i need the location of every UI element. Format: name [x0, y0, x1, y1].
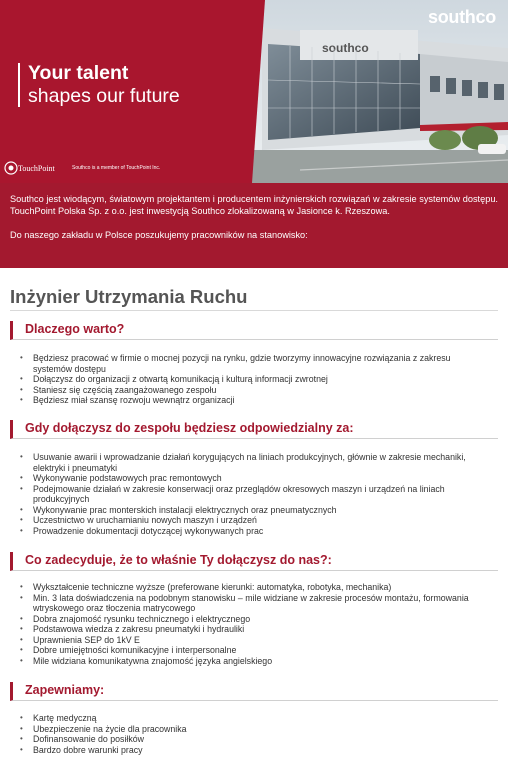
section-heading-label: Co zadecyduje, że to właśnie Ty dołączysz do nas?:: [25, 553, 332, 567]
why-list: [20, 353, 480, 406]
title-divider: [10, 310, 498, 311]
list-item: • Podejmowanie działań w zakresie konserwacji oraz przeglądów okresowych maszyn i urządzeń na liniach produkcyjnych: [20, 484, 480, 505]
section-heading-why: [10, 321, 498, 340]
svg-text:TouchPoint: TouchPoint: [18, 164, 55, 173]
list-item: • Wykształcenie techniczne wyższe (preferowane kierunki: automatyka, robotyka, mechanika): [20, 582, 480, 593]
intro-band: [0, 183, 508, 268]
touchpoint-logo: [4, 160, 62, 176]
benefits-list: [20, 713, 480, 755]
list-item: • Uprawnienia SEP do 1kV E: [20, 635, 480, 646]
list-item: • Mile widziana komunikatywna znajomość języka angielskiego: [20, 656, 480, 667]
list-item: • Usuwanie awarii i wprowadzanie działań korygujących na liniach produkcyjnych, głównie w zakresie mechaniki, elektryki i pneumatyki: [20, 452, 480, 473]
hero-headline-line2: shapes our future: [28, 85, 180, 107]
list-item: • Ubezpieczenie na życie dla pracownika: [20, 724, 480, 735]
member-note: Southco is a member of TouchPoint Inc.: [72, 165, 161, 171]
requirements-list: [20, 582, 480, 666]
section-heading-label: Dlaczego warto?: [25, 322, 125, 336]
list-item: • Dołączysz do organizacji z otwartą komunikacją i kulturą informacji zwrotnej: [20, 374, 480, 385]
section-heading-label: Gdy dołączysz do zespołu będziesz odpowiedzialny za:: [25, 421, 354, 435]
list-item: • Prowadzenie dokumentacji dotyczącej wykonywanych prac: [20, 526, 480, 537]
list-item: • Uczestnictwo w uruchamianiu nowych maszyn i urządzeń: [20, 515, 480, 526]
hero-banner: [0, 0, 508, 183]
job-title: Inżynier Utrzymania Ruchu: [10, 286, 248, 307]
section-heading-label: Zapewniamy:: [25, 683, 105, 697]
list-item: • Dofinansowanie do posiłków: [20, 734, 480, 745]
list-item: • Będziesz miał szansę rozwoju wewnątrz organizacji: [20, 395, 480, 406]
list-item: • Będziesz pracować w firmie o mocnej pozycji na rynku, gdzie tworzymy innowacyjne rozwiązania z zakresu systemów dostępu: [20, 353, 480, 374]
hero-divider: [18, 63, 20, 107]
list-item: • Wykonywanie prac monterskich instalacji elektrycznych oraz pneumatycznych: [20, 505, 480, 516]
intro-callout: Do naszego zakładu w Polsce poszukujemy pracowników na stanowisko:: [10, 230, 308, 240]
section-heading-requirements: [10, 552, 498, 571]
responsibilities-list: [20, 452, 480, 536]
list-item: • Dobra znajomość rysunku technicznego i elektrycznego: [20, 614, 480, 625]
building-sign: southco: [322, 41, 369, 55]
intro-paragraph: Southco jest wiodącym, światowym projektantem i producentem inżynierskich rozwiązań w zakresie systemów dostępu. TouchPoint Polska Sp. z o.o. jest inwestycją Southco zlokalizowaną w Jasionce k. Rzeszowa.: [10, 194, 498, 216]
hero-headline-line1: Your talent: [28, 62, 129, 84]
list-item: • Kartę medyczną: [20, 713, 480, 724]
list-item: • Podstawowa wiedza z zakresu pneumatyki i hydrauliki: [20, 624, 480, 635]
list-item: • Staniesz się częścią zaangażowanego zespołu: [20, 385, 480, 396]
list-item: • Min. 3 lata doświadczenia na podobnym stanowisku – mile widziane w zakresie procesów montażu, formowania wtryskowego oraz tłoczenia matrycowego: [20, 593, 480, 614]
list-item: • Dobre umiejętności komunikacyjne i interpersonalne: [20, 645, 480, 656]
list-item: • Bardzo dobre warunki pracy: [20, 745, 480, 756]
list-item: • Wykonywanie podstawowych prac remontowych: [20, 473, 480, 484]
section-heading-responsibilities: [10, 420, 498, 439]
southco-logo: southco: [428, 7, 496, 27]
section-heading-benefits: [10, 682, 498, 701]
